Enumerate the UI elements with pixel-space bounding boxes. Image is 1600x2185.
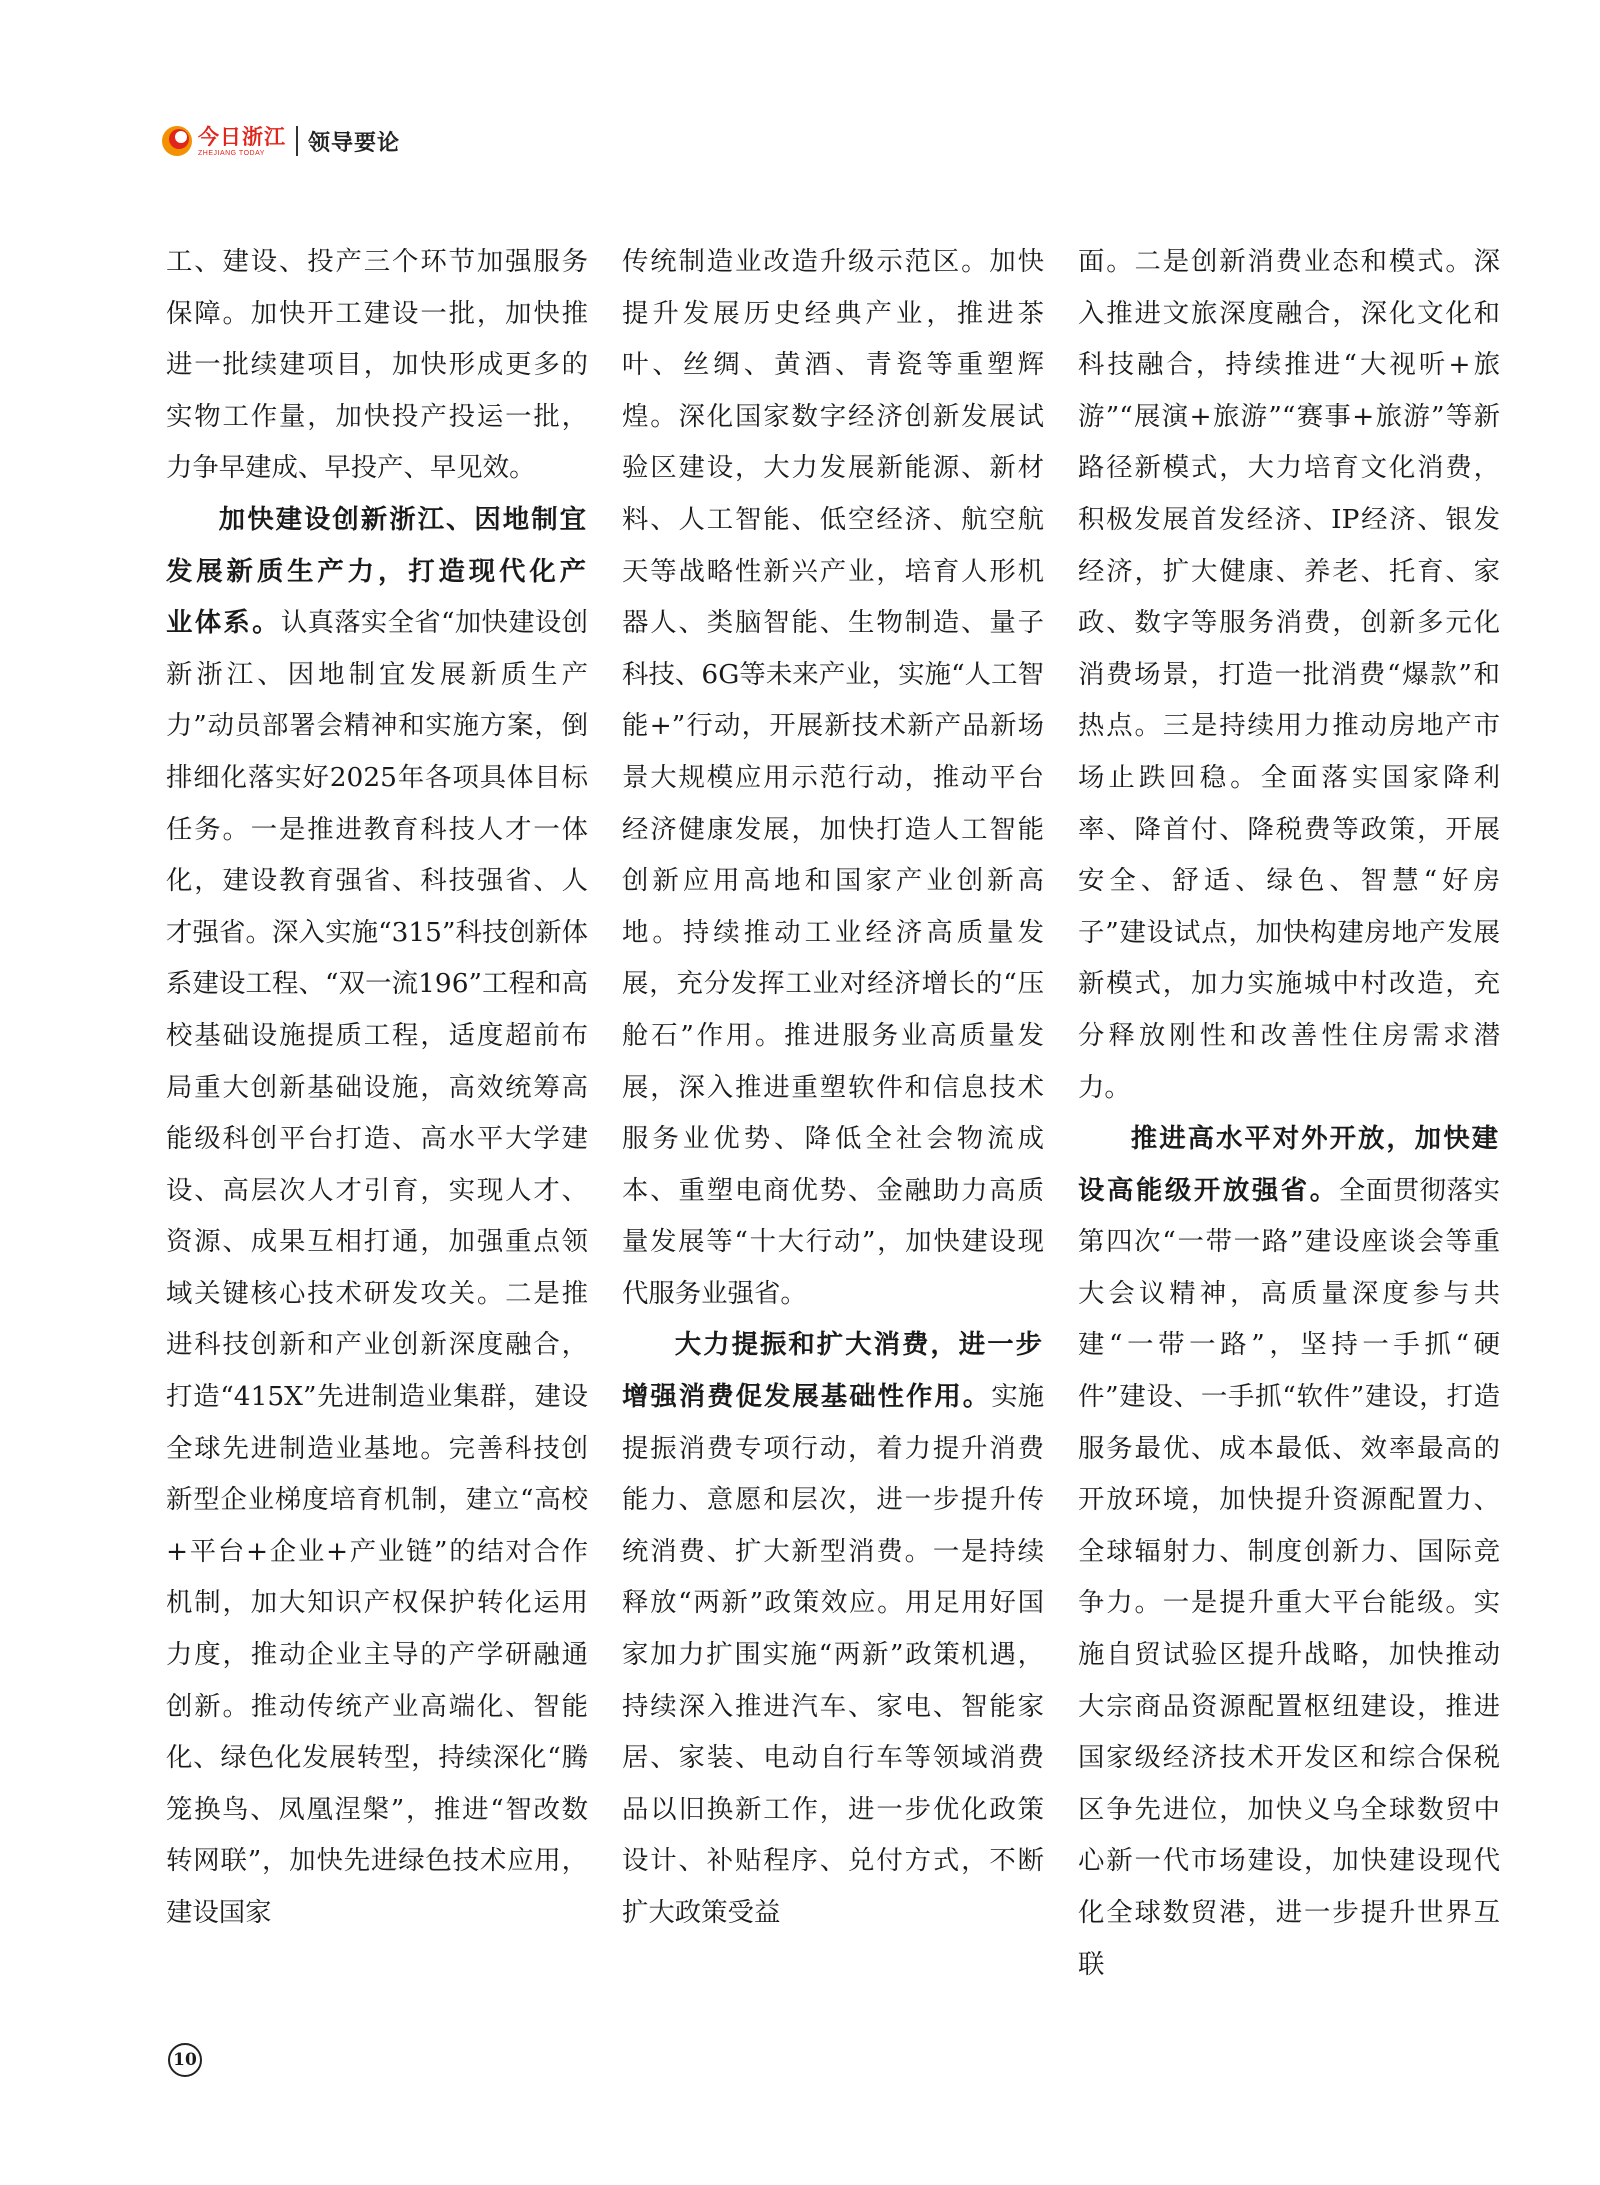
paragraph-heading: 加快建设创新浙江、因地制宜发展新质生产力，打造现代化产业体系。 [166, 503, 588, 639]
paragraph-heading: 大力提振和扩大消费，进一步增强消费促发展基础性作用。 [622, 1329, 1044, 1413]
paragraph-heading: 推进高水平对外开放，加快建设高能级开放强省。 [1078, 1123, 1500, 1206]
paragraph [622, 1319, 1044, 1938]
header-divider [296, 126, 298, 156]
paragraph [166, 494, 588, 1939]
paragraph-body: 实施提振消费专项行动，着力提升消费能力、意愿和层次，进一步提升传统消费、扩大新型消费。一是持续释放“两新”政策效应。用足用好国家加力扩围实施“两新”政策机遇，持续深入推进汽车、家电、智能家居、家装、电动自行车等领域消费品以旧换新工作，进一步优化政策设计、补贴程序、兑付方式，不断扩大政策受益 [622, 1381, 1045, 1928]
logo-chinese-text: 今日浙江 [198, 123, 286, 149]
logo-wordmark [198, 123, 286, 157]
column-1 [166, 236, 588, 1939]
paragraph-body: 认真落实全省“加快建设创新浙江、因地制宜发展新质生产力”动员部署会精神和实施方案，倒排细化落实好2025年各项具体目标任务。一是推进教育科技人才一体化，建设教育强省、科技强省、人才强省。深入实施“315”科技创新体系建设工程、“双一流196”工程和高校基础设施提质工程，适度超前布局重大创新基础设施，高效统筹高能级科创平台打造、高水平大学建设、高层次人才引育，实现人才、资源、成果互相打通，加强重点领域关键核心技术研发攻关。二是推进科技创新和产业创新深度融合，打造“415X”先进制造业集群，建设全球先进制造业基地。完善科技创新型企业梯度培育机制，建立“高校+平台+企业+产业链”的结对合作机制，加大知识产权保护转化运用力度，推动企业主导的产学研融通创新。推动传统产业高端化、智能化、绿色化发展转型，持续深化“腾笼换鸟、凤凰涅槃”，推进“智改数转网联”，加快先进绿色技术应用，建设国家 [166, 607, 589, 1928]
page-header [160, 118, 400, 164]
paragraph [1078, 1113, 1500, 1990]
column-3 [1078, 236, 1500, 1990]
paragraph-continued: 传统制造业改造升级示范区。加快提升发展历史经典产业，推进茶叶、丝绸、黄酒、青瓷等重塑辉煌。深化国家数字经济创新发展试验区建设，大力发展新能源、新材料、人工智能、低空经济、航空航天等战略性新兴产业，培育人形机器人、类脑智能、生物制造、量子科技、6G等未来产业，实施“人工智能+”行动，开展新技术新产品新场景大规模应用示范行动，推动平台经济健康发展，加快打造人工智能创新应用高地和国家产业创新高地。持续推动工业经济高质量发展，充分发挥工业对经济增长的“压舱石”作用。推进服务业高质量发展，深入推进重塑软件和信息技术服务业优势、降低全社会物流成本、重塑电商优势、金融助力高质量发展等“十大行动”，加快建设现代服务业强省。 [622, 246, 1044, 1309]
section-title: 领导要论 [308, 130, 401, 156]
paragraph-body: 全面贯彻落实第四次“一带一路”建设座谈会等重大会议精神，高质量深度参与共建“一带一路”，坚持一手抓“硬件”建设、一手抓“软件”建设，打造服务最优、成本最低、效率最高的开放环境，加快提升资源配置力、全球辐射力、制度创新力、国际竞争力。一是提升重大平台能级。实施自贸试验区提升战略，加快推动大宗商品资源配置枢纽建设，推进国家级经济技术开发区和综合保税区争先进位，加快义乌全球数贸中心新一代市场建设，加快建设现代化全球数贸港，进一步提升世界互联 [1078, 1174, 1501, 1980]
column-2 [622, 236, 1044, 1939]
zhejiang-today-logo-icon [160, 124, 194, 158]
paragraph-continued: 工、建设、投产三个环节加强服务保障。加快开工建设一批，加快推进一批续建项目，加快形成更多的实物工作量，加快投产投运一批，力争早建成、早投产、早见效。 [166, 246, 588, 484]
page-number: 10 [168, 2043, 202, 2077]
paragraph-continued: 面。二是创新消费业态和模式。深入推进文旅深度融合，深化文化和科技融合，持续推进“大视听+旅游”“展演+旅游”“赛事+旅游”等新路径新模式，大力培育文化消费，积极发展首发经济、IP经济、银发经济，扩大健康、养老、托育、家政、数字等服务消费，创新多元化消费场景，打造一批消费“爆款”和热点。三是持续用力推动房地产市场止跌回稳。全面落实国家降利率、降首付、降税费等政策，开展安全、舒适、绿色、智慧“好房子”建设试点，加快构建房地产发展新模式，加力实施城中村改造，充分释放刚性和改善性住房需求潜力。 [1078, 246, 1500, 1103]
logo-english-text: ZHEJIANG TODAY [198, 149, 265, 157]
